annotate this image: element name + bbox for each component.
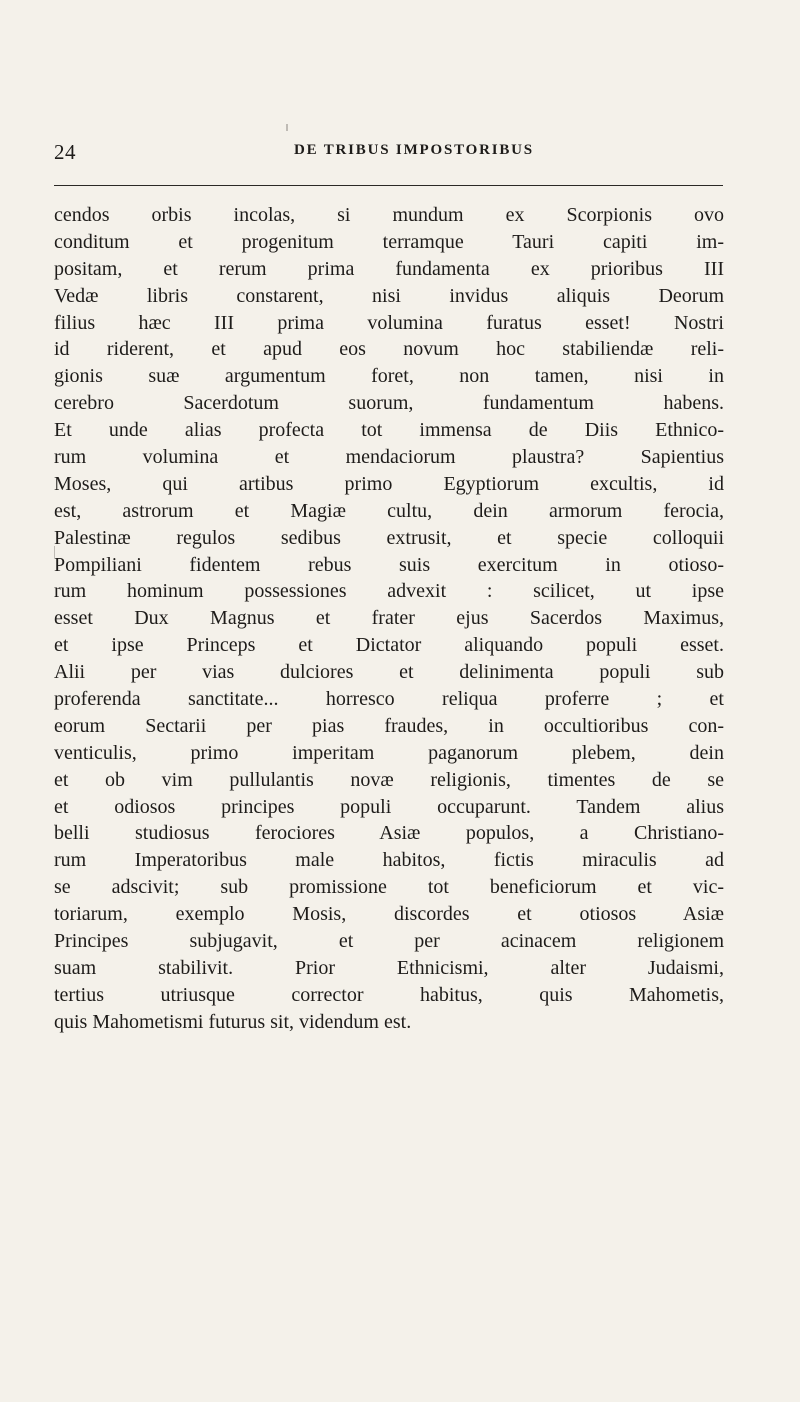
text-line: rum hominum possessiones advexit : scilicet, ut ipse [54,580,724,603]
text-line: Principes subjugavit, et per acinacem religionem [54,930,724,953]
text-line: conditum et progenitum terramque Tauri capiti im- [54,230,724,253]
text-line: eorum Sectarii per pias fraudes, in occultioribus con- [54,714,724,737]
ink-speck [286,124,288,131]
running-head: DE TRIBUS IMPOSTORIBUS [294,142,534,158]
text-line: rum Imperatoribus male habitos, fictis miraculis ad [54,849,724,872]
text-line: suam stabilivit. Prior Ethnicismi, alter Judaismi, [54,956,724,979]
text-line: toriarum, exemplo Mosis, discordes et otiosos Asiæ [54,903,724,926]
text-line: est, astrorum et Magiæ cultu, dein armorum ferocia, [54,499,724,522]
text-line: tertius utriusque corrector habitus, quis Mahometis, [54,983,724,1006]
text-line: Palestinæ regulos sedibus extrusit, et specie colloquii [54,526,724,549]
text-line: gionis suæ argumentum foret, non tamen, nisi in [54,365,724,388]
text-line: Moses, qui artibus primo Egyptiorum excultis, id [54,472,724,495]
text-line: proferenda sanctitate... horresco reliqua proferre ; et [54,688,724,711]
text-line: esset Dux Magnus et frater ejus Sacerdos Maximus, [54,607,724,630]
text-line: quis Mahometismi futurus sit, videndum est. [54,1010,412,1033]
text-line: filius hæc III prima volumina furatus esset! Nostri [54,311,724,334]
text-line: cerebro Sacerdotum suorum, fundamentum habens. [54,392,724,415]
text-line: Et unde alias profecta tot immensa de Diis Ethnico- [54,419,724,442]
text-line: et ipse Princeps et Dictator aliquando populi esset. [54,634,724,657]
text-line: belli studiosus ferociores Asiæ populos, a Christiano- [54,822,724,845]
text-line: Vedæ libris constarent, nisi invidus aliquis Deorum [54,284,724,307]
text-line: Alii per vias dulciores et delinimenta populi sub [54,661,724,684]
text-line: Pompiliani fidentem rebus suis exercitum in otioso- [54,553,724,576]
text-line: rum volumina et mendaciorum plaustra? Sapientius [54,446,724,469]
text-line: positam, et rerum prima fundamenta ex prioribus III [54,257,724,280]
text-line: et odiosos principes populi occuparunt. Tandem alius [54,795,724,818]
text-line: id riderent, et apud eos novum hoc stabiliendæ reli- [54,338,724,361]
text-line: et ob vim pullulantis novæ religionis, timentes de se [54,768,724,791]
body-text [54,202,724,1036]
page-number: 24 [54,140,76,164]
page-header [54,140,724,170]
text-line: cendos orbis incolas, si mundum ex Scorpionis ovo [54,204,724,226]
text-line: se adscivit; sub promissione tot beneficiorum et vic- [54,876,724,899]
header-rule [54,185,723,186]
text-line: venticulis, primo imperitam paganorum plebem, dein [54,741,724,764]
